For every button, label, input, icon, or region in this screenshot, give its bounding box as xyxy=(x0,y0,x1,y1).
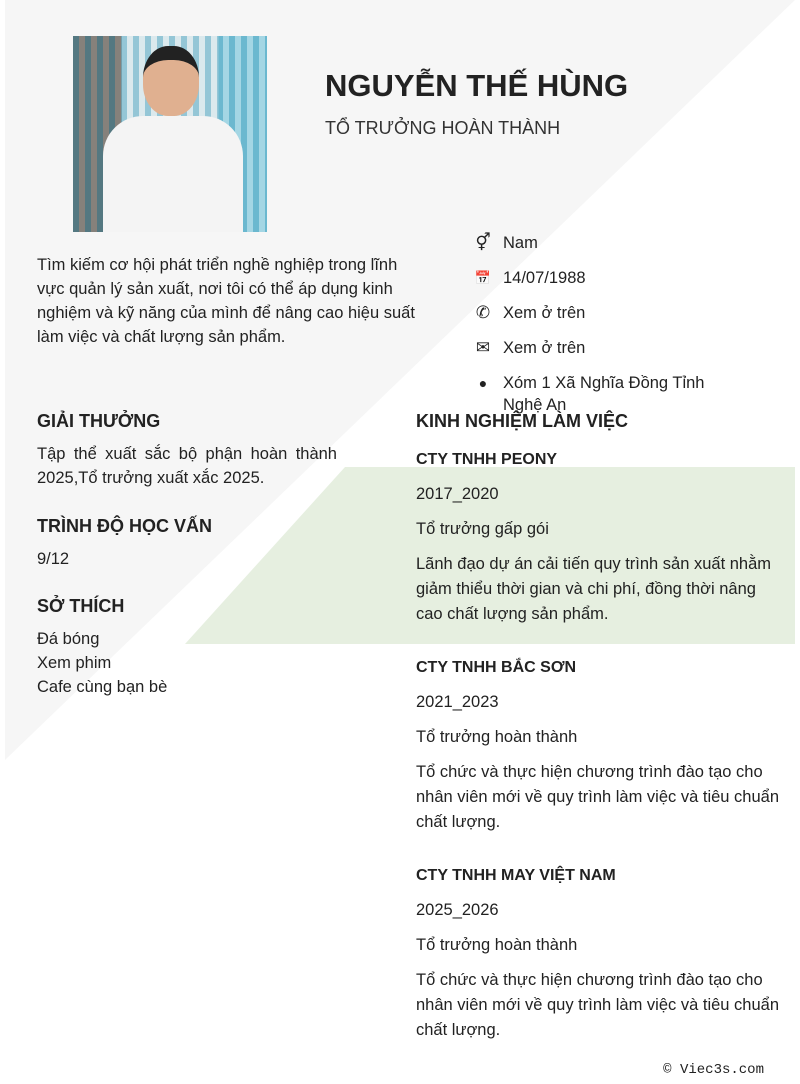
mail-icon: ✉ xyxy=(475,338,491,357)
gender-value: Nam xyxy=(503,234,538,252)
contact-gender xyxy=(472,232,733,254)
email-value: Xem ở trên xyxy=(503,339,586,357)
contact-email xyxy=(472,337,733,359)
address-value: Xóm 1 Xã Nghĩa Đồng Tỉnh Nghệ An xyxy=(503,374,705,414)
phone-value: Xem ở trên xyxy=(503,304,586,322)
hobbies-heading: SỞ THÍCH xyxy=(37,596,125,616)
education-text: 9/12 xyxy=(37,550,70,568)
job-description: Tổ chức và thực hiện chương trình đào tạo cho nhân viên mới về quy trình làm việc và tiêu chuẩn chất lượng. xyxy=(416,763,780,831)
hobbies-section xyxy=(37,596,167,699)
phone-icon: ✆ xyxy=(475,303,491,322)
job-description: Lãnh đạo dự án cải tiến quy trình sản xuất nhằm giảm thiểu thời gian và chi phí, đồng thời nâng cao chất lượng sản phẩm. xyxy=(416,555,772,623)
job-role: Tổ trưởng gấp gói xyxy=(416,520,549,538)
hobby-item: Cafe cùng bạn bè xyxy=(37,678,168,696)
education-section xyxy=(37,516,212,571)
hobby-item: Xem phim xyxy=(37,654,112,672)
education-heading: TRÌNH ĐỘ HỌC VẤN xyxy=(37,516,212,536)
gender-icon: ⚥ xyxy=(475,233,491,252)
awards-heading: GIẢI THƯỞNG xyxy=(37,411,161,431)
calendar-icon: 📅 xyxy=(474,270,492,285)
job-role: Tổ trưởng hoàn thành xyxy=(416,936,578,954)
profile-photo xyxy=(73,36,267,232)
contact-phone xyxy=(472,302,733,324)
job-entry xyxy=(416,867,781,1043)
job-description: Tổ chức và thực hiện chương trình đào tạo cho nhân viên mới về quy trình làm việc và tiêu chuẩn chất lượng. xyxy=(416,971,780,1039)
footer-copyright: © Viec3s.com xyxy=(663,1062,764,1078)
experience-heading: KINH NGHIỆM LÀM VIỆC xyxy=(416,411,629,431)
job-company: CTY TNHH PEONY xyxy=(416,451,558,468)
job-role: Tổ trưởng hoàn thành xyxy=(416,728,578,746)
job-period: 2025_2026 xyxy=(416,901,499,919)
job-entry xyxy=(416,451,781,627)
birthday-value: 14/07/1988 xyxy=(503,269,586,287)
contact-birthday xyxy=(472,267,733,289)
full-name: NGUYỄN THẾ HÙNG xyxy=(325,68,629,103)
contact-address xyxy=(472,372,733,416)
awards-section xyxy=(37,411,337,490)
job-company: CTY TNHH MAY VIỆT NAM xyxy=(416,867,616,884)
awards-text: Tập thể xuất sắc bộ phận hoàn thành 2025,Tổ trưởng xuất xắc 2025. xyxy=(37,445,337,487)
job-title: TỔ TRƯỞNG HOÀN THÀNH xyxy=(325,118,561,138)
contact-info xyxy=(472,232,733,429)
job-period: 2017_2020 xyxy=(416,485,499,503)
hobby-item: Đá bóng xyxy=(37,630,100,648)
job-entry xyxy=(416,659,781,835)
job-period: 2021_2023 xyxy=(416,693,499,711)
job-company: CTY TNHH BẮC SƠN xyxy=(416,659,577,676)
location-icon: ● xyxy=(478,375,488,391)
career-objective: Tìm kiếm cơ hội phát triển nghề nghiệp trong lĩnh vực quản lý sản xuất, nơi tôi có thể áp dụng kinh nghiệm và kỹ năng của mình để nâng cao hiệu suất làm việc và chất lượng sản phẩm. xyxy=(37,256,415,346)
